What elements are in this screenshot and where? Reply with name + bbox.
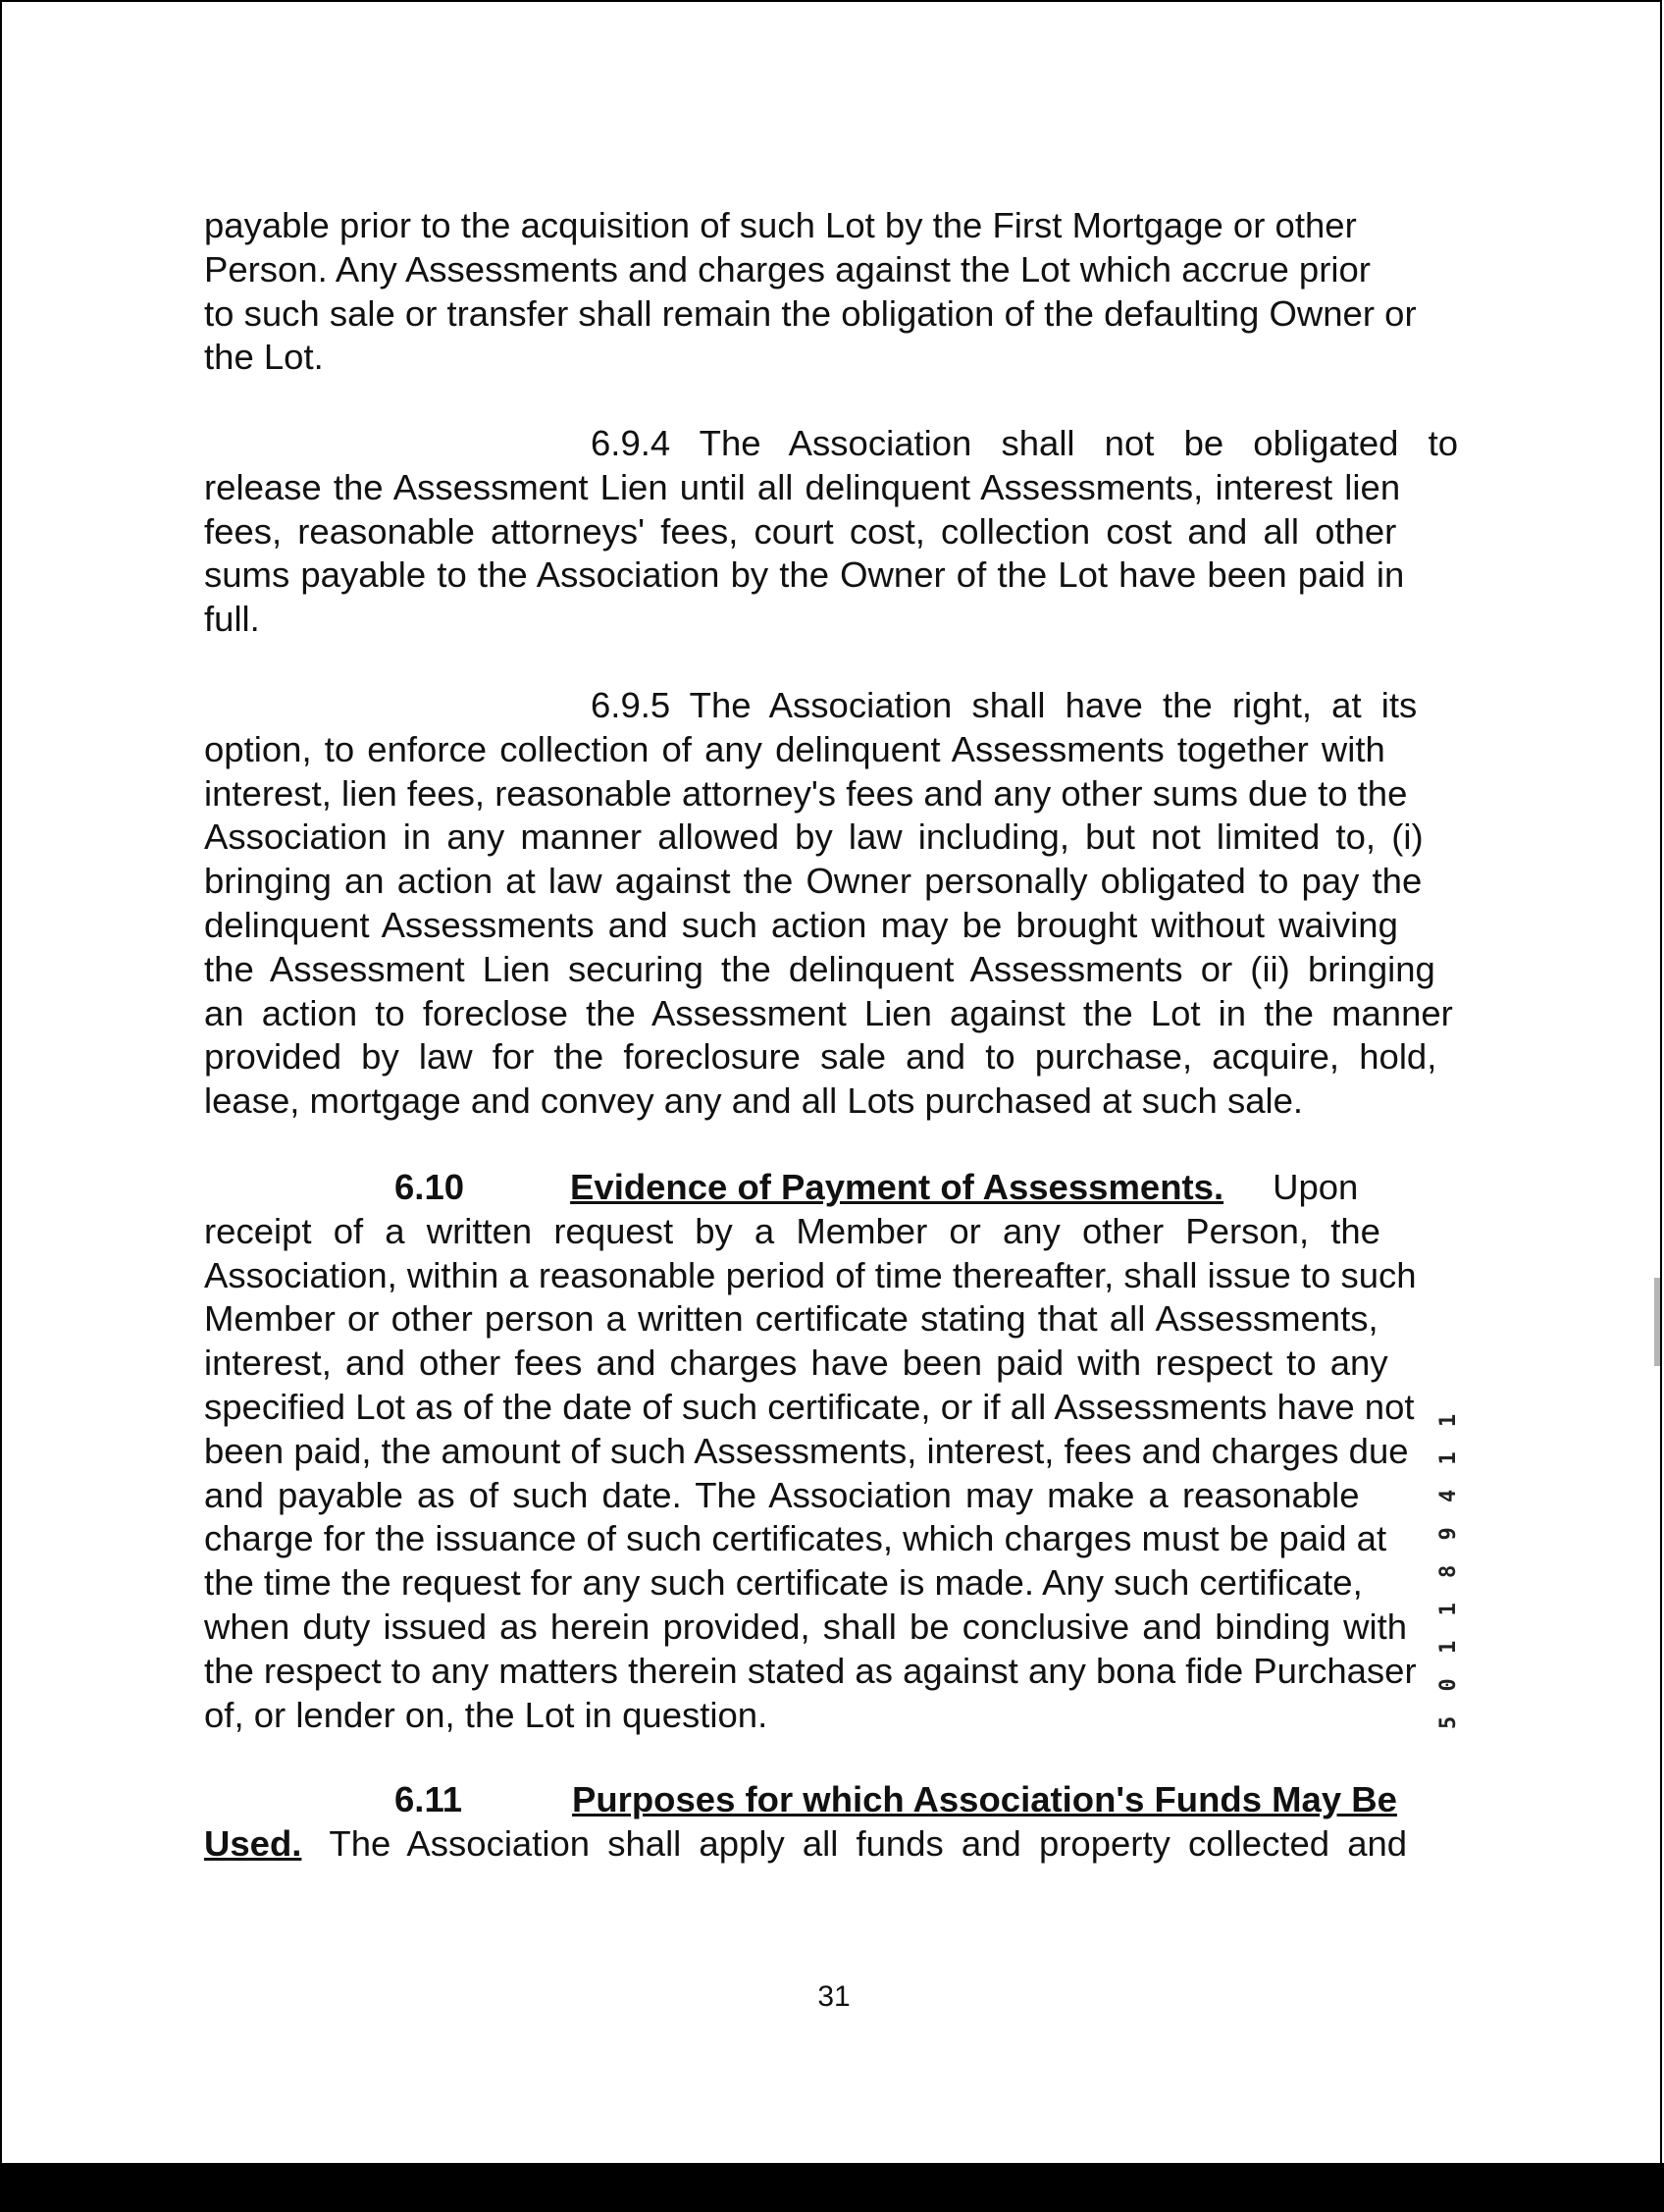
text-line: and payable as of such date. The Association may make a reasonable — [204, 1474, 1360, 1515]
text-line: provided by law for the foreclosure sale and to purchase, acquire, hold, — [204, 1036, 1437, 1078]
section-heading-line — [204, 1166, 1470, 1210]
text-line: delinquent Assessments and such action may be brought without waiving — [204, 904, 1398, 945]
scan-artifact — [1654, 1278, 1660, 1366]
section-heading-line-2 — [204, 1822, 1470, 1867]
section-heading-line — [204, 1778, 1470, 1822]
text-fragment: The Association shall apply all funds and property collected and — [329, 1822, 1408, 1864]
section-number: 6.10 — [394, 1167, 465, 1207]
paragraph-continuation — [204, 204, 1470, 380]
text-line: been paid, the amount of such Assessments, interest, fees and charges due — [204, 1430, 1409, 1471]
section-6-11 — [204, 1778, 1470, 1867]
text-line: Member or other person a written certificate stating that all Assessments, — [204, 1298, 1378, 1340]
text-line: of, or lender on, the Lot in question. — [204, 1694, 768, 1735]
text-line: the time the request for any such certificate is made. Any such certificate, — [204, 1562, 1363, 1604]
text-line: the Assessment Lien securing the delinquent Assessments or (ii) bringing — [204, 948, 1435, 989]
text-line: 6.9.4 The Association shall not be obligated to — [591, 423, 1459, 463]
text-line: full. — [204, 599, 260, 640]
text-line: bringing an action at law against the Owner personally obligated to pay the — [204, 861, 1423, 902]
text-line: Person. Any Assessments and charges against the Lot which accrue prior — [204, 248, 1371, 290]
text-line: Association, within a reasonable period of time thereafter, shall issue to such — [204, 1254, 1417, 1295]
text-line: release the Assessment Lien until all delinquent Assessments, interest lien — [204, 466, 1401, 507]
text-line: fees, reasonable attorneys' fees, court cost, collection cost and all other — [204, 510, 1397, 552]
paragraph-6-9-5 — [204, 684, 1470, 1124]
section-number: 6.11 — [394, 1779, 463, 1819]
text-line: Association in any manner allowed by law including, but not limited to, (i) — [204, 816, 1424, 858]
text-line: sums payable to the Association by the Owner of the Lot have been paid in — [204, 554, 1405, 596]
text-line: interest, lien fees, reasonable attorney's fees and any other sums due to the — [204, 772, 1408, 814]
recording-stamp — [1436, 1407, 1611, 1916]
section-6-10 — [204, 1166, 1470, 1737]
text-line: the respect to any matters therein stated as against any bona fide Purchaser — [204, 1650, 1417, 1691]
section-title-continued: Used. — [204, 1822, 302, 1864]
text-line: charge for the issuance of such certificates, which charges must be paid at — [204, 1518, 1387, 1559]
paragraph-6-9-4 — [204, 422, 1470, 642]
text-line: 6.9.5 The Association shall have the right, at its — [591, 685, 1418, 725]
text-line: option, to enforce collection of any delinquent Assessments together with — [204, 728, 1385, 769]
text-line: payable prior to the acquisition of such Lot by the First Mortgage or other — [204, 205, 1357, 245]
text-line: when duty issued as herein provided, shall be conclusive and binding with — [204, 1606, 1408, 1647]
text-line: an action to foreclose the Assessment Lien against the Lot in the manner — [204, 992, 1453, 1033]
text-line: to such sale or transfer shall remain the obligation of the defaulting Owner or — [204, 292, 1417, 334]
stamp-text: 5 0 1 1 8 9 4 1 1 — [1436, 1407, 1462, 1729]
text-line: lease, mortgage and convey any and all Lots purchased at such sale. — [204, 1080, 1304, 1122]
section-title: Purposes for which Association's Funds May Be — [572, 1779, 1397, 1819]
section-title: Evidence of Payment of Assessments. — [570, 1167, 1224, 1207]
text-line: specified Lot as of the date of such certificate, or if all Assessments have not — [204, 1386, 1415, 1427]
text-line: receipt of a written request by a Member or any other Person, the — [204, 1210, 1380, 1251]
text-line: interest, and other fees and charges have been paid with respect to any — [204, 1343, 1388, 1384]
scan-border-bottom — [0, 2163, 1664, 2212]
text-line: the Lot. — [204, 337, 324, 378]
page-number: 31 — [817, 1980, 851, 2013]
text-fragment: Upon — [1273, 1167, 1359, 1207]
